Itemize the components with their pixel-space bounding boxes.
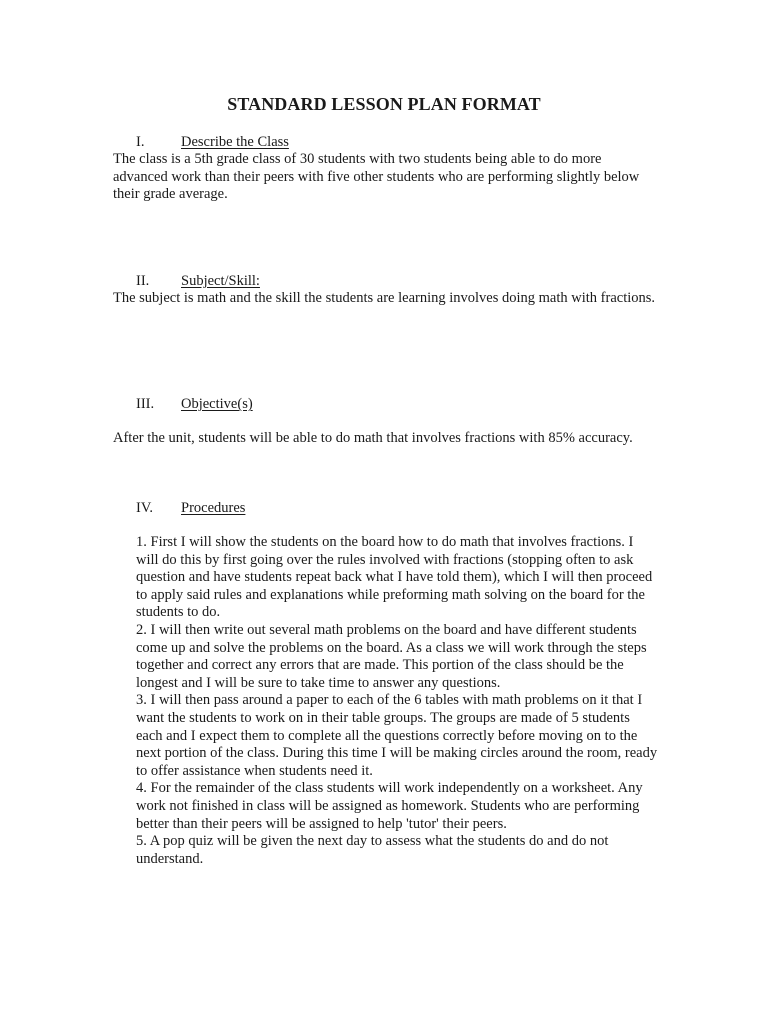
section-title: Procedures	[181, 500, 246, 516]
section-heading-describe-class	[136, 133, 289, 151]
procedure-step: 4. For the remainder of the class students will work independently on a worksheet. Any work not finished in class will be assigned as homework. Students who are performing better than their peers will be assigned to help 'tutor' their peers.	[136, 780, 643, 832]
section-heading-subject-skill	[136, 272, 260, 290]
procedure-step: 5. A pop quiz will be given the next day to assess what the students do and do not understand.	[136, 833, 609, 867]
section-number: II.	[136, 273, 150, 289]
section-title: Subject/Skill:	[181, 273, 260, 289]
section-number: III.	[136, 396, 155, 412]
section-title: Describe the Class	[181, 134, 289, 150]
section-body-objectives: After the unit, students will be able to do math that involves fractions with 85% accuracy.	[113, 430, 633, 446]
section-body-describe-class: The class is a 5th grade class of 30 students with two students being able to do more advanced work than their peers with five other students who are performing slightly below their grade average.	[113, 151, 640, 203]
procedures-list	[136, 534, 658, 868]
section-heading-objectives	[136, 395, 253, 413]
procedure-step: 1. First I will show the students on the board how to do math that involves fractions. I will do this by first going over the rules involved with fractions (stopping often to ask question and have students repeat back what I have told them), which I will then proceed to apply said rules and explanations while preforming math solving on the board for the students to do.	[136, 534, 653, 621]
section-heading-procedures	[136, 499, 245, 517]
section-number: IV.	[136, 500, 154, 516]
section-body-subject-skill: The subject is math and the skill the students are learning involves doing math with fractions.	[113, 290, 656, 306]
section-title: Objective(s)	[181, 396, 253, 412]
procedure-step: 3. I will then pass around a paper to each of the 6 tables with math problems on it that I want the students to work on in their table groups. The groups are made of 5 students each and I expect them to complete all the questions correctly before moving on to the next portion of the class. During this time I will be making circles around the room, ready to offer assistance when students need it.	[136, 692, 658, 779]
section-number: I.	[136, 134, 145, 150]
procedure-step: 2. I will then write out several math problems on the board and have different students come up and solve the problems on the board. As a class we will work through the steps together and correct any errors that are made. This portion of the class should be the longest and I will be sure to take time to answer any questions.	[136, 621, 647, 691]
page-title: STANDARD LESSON PLAN FORMAT	[227, 94, 541, 114]
